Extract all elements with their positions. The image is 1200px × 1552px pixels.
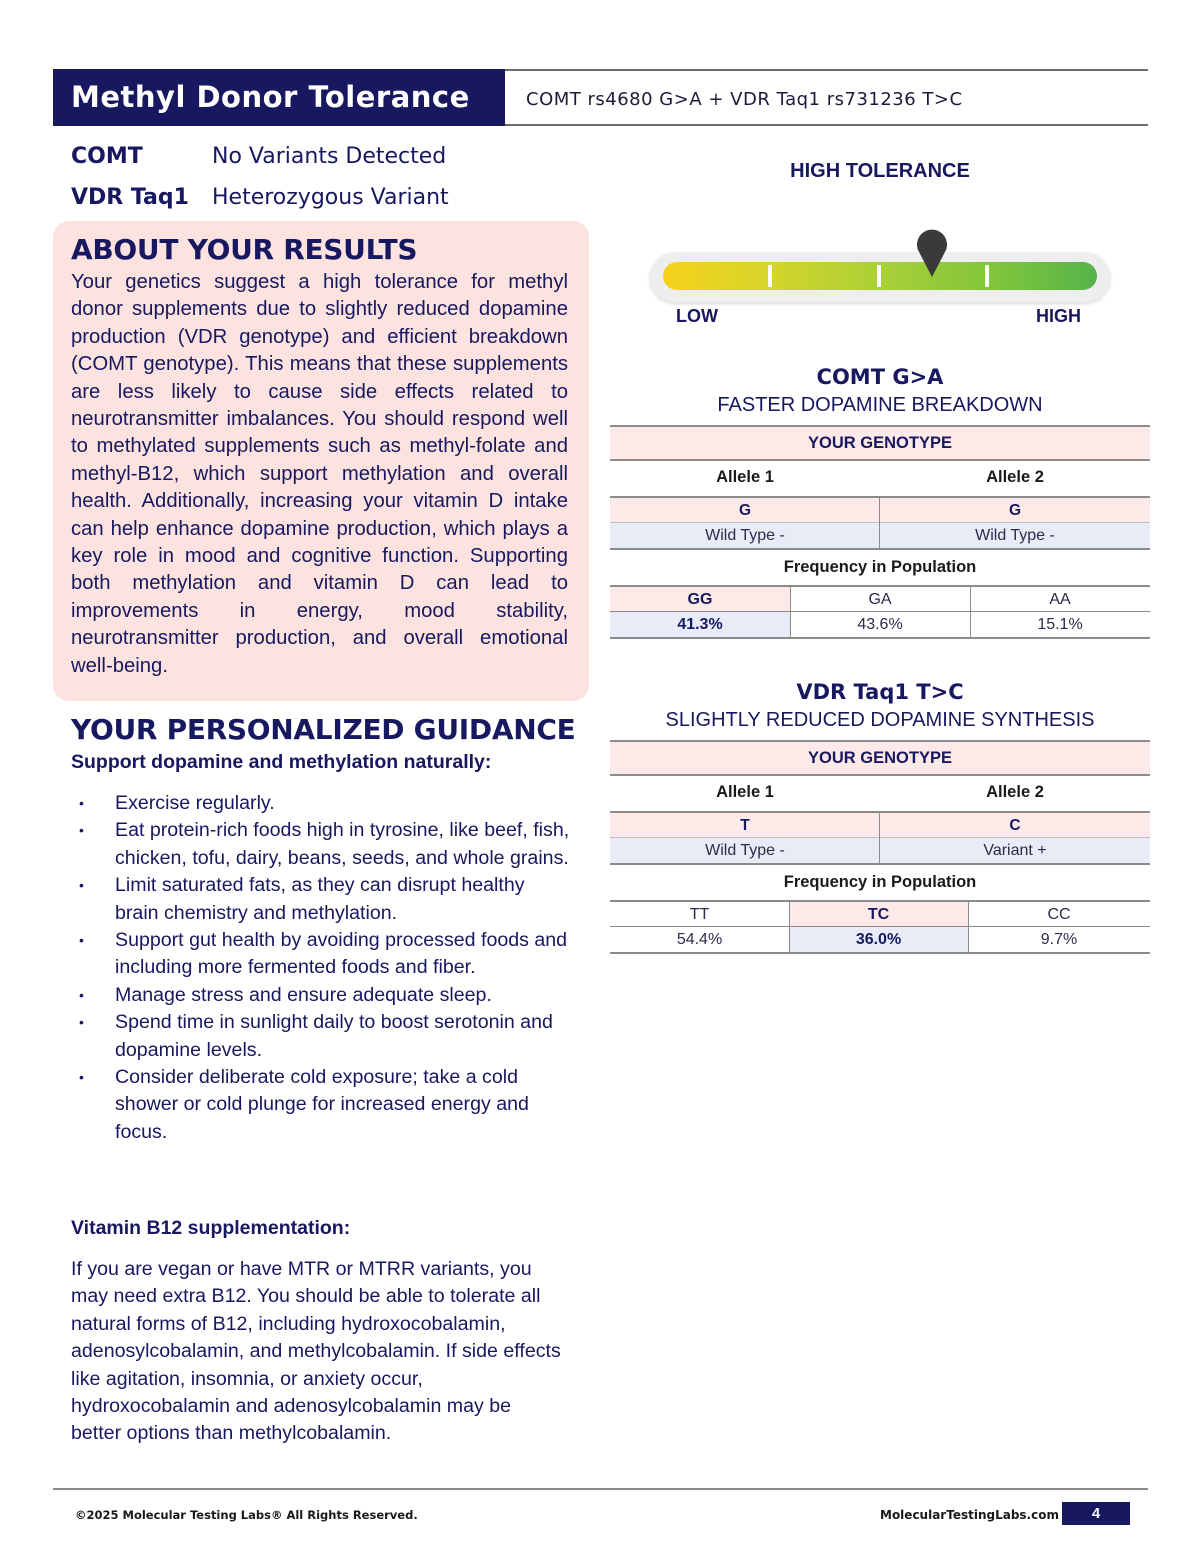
frequency-cell-cc bbox=[968, 902, 1150, 952]
allele-divider bbox=[879, 496, 880, 550]
list-item-text: Manage stress and ensure adequate sleep. bbox=[115, 983, 492, 1006]
list-item bbox=[71, 790, 571, 817]
list-item bbox=[71, 982, 571, 1009]
list-item-text: Consider deliberate cold exposure; take a cold shower or cold plunge for increased energy and focus. bbox=[115, 1066, 529, 1143]
about-title: ABOUT YOUR RESULTS bbox=[71, 233, 418, 266]
frequency-divider bbox=[970, 585, 971, 639]
genotype-frequency: 15.1% bbox=[1037, 616, 1083, 633]
panel-title: COMT G>A bbox=[816, 365, 944, 389]
gauge-low-label: LOW bbox=[676, 306, 718, 326]
gauge-tick bbox=[985, 265, 989, 287]
allele-row bbox=[610, 496, 1150, 550]
panel-title: VDR Taq1 T>C bbox=[796, 680, 964, 704]
allele2-header: Allele 2 bbox=[986, 783, 1044, 801]
genotype-frequency: 43.6% bbox=[857, 616, 903, 633]
frequency-cell-tc bbox=[789, 902, 968, 952]
genotype-frequency: 9.7% bbox=[1040, 931, 1078, 948]
list-item bbox=[71, 1064, 571, 1146]
list-item bbox=[71, 817, 571, 872]
list-item-text: Exercise regularly. bbox=[115, 792, 275, 814]
allele2-value: G bbox=[880, 498, 1150, 523]
frequency-divider bbox=[790, 585, 791, 639]
allele1-type: Wild Type - bbox=[610, 838, 880, 863]
gene-name: COMT bbox=[71, 144, 143, 169]
allele1-cell bbox=[610, 498, 880, 548]
allele1-cell bbox=[610, 813, 880, 863]
genotype-label: TT bbox=[610, 902, 789, 927]
frequency-divider bbox=[789, 900, 790, 954]
allele1-type: Wild Type - bbox=[610, 523, 880, 548]
gauge-high-label: HIGH bbox=[1036, 306, 1081, 326]
b12-text: If you are vegan or have MTR or MTRR variants, you may need extra B12. You should be able to tolerate all natural forms of B12, including hydroxocobalamin, adenosylcobalamin, and methylcobalamin. If side effects like agitation, insomnia, or anxiety occur, hydroxocobalamin and adenosylcobalamin may be better options than methylcobalamin. bbox=[71, 1258, 561, 1445]
genotype-label: GG bbox=[610, 587, 790, 612]
genotype-label: GA bbox=[790, 587, 970, 612]
frequency-cell-tt bbox=[610, 902, 789, 952]
comt-genotype-panel bbox=[610, 365, 1150, 641]
panel-subtitle: SLIGHTLY REDUCED DOPAMINE SYNTHESIS bbox=[665, 709, 1095, 731]
genotype-label: AA bbox=[970, 587, 1150, 612]
frequency-cell-gg bbox=[610, 587, 790, 637]
allele1-header: Allele 1 bbox=[716, 468, 774, 486]
bullet-icon: • bbox=[79, 986, 84, 1003]
about-results-box bbox=[53, 221, 589, 701]
gene-name: VDR Taq1 bbox=[71, 185, 189, 210]
page-subtitle: COMT rs4680 G>A + VDR Taq1 rs731236 T>C bbox=[526, 89, 963, 110]
bullet-icon: • bbox=[79, 877, 84, 894]
bullet-icon: • bbox=[79, 1069, 84, 1086]
frequency-header: Frequency in Population bbox=[783, 558, 977, 576]
gauge-marker-icon bbox=[913, 226, 951, 278]
list-item-text: Support gut health by avoiding processed foods and including more fermented foods and fiber. bbox=[115, 929, 568, 979]
tolerance-label: HIGH TOLERANCE bbox=[790, 160, 970, 182]
allele2-header: Allele 2 bbox=[986, 468, 1044, 486]
allele2-type: Wild Type - bbox=[880, 523, 1150, 548]
page-title: Methyl Donor Tolerance bbox=[53, 69, 505, 126]
your-genotype-header: YOUR GENOTYPE bbox=[610, 425, 1150, 461]
vdr-genotype-panel bbox=[610, 680, 1150, 956]
frequency-row bbox=[610, 900, 1150, 954]
guidance-list bbox=[71, 790, 571, 1146]
frequency-cell-ga bbox=[790, 587, 970, 637]
list-item-text: Eat protein-rich foods high in tyrosine, like beef, fish, chicken, tofu, dairy, beans, seeds, and whole grains. bbox=[115, 819, 570, 869]
list-item bbox=[71, 872, 571, 927]
gauge-tick bbox=[877, 265, 881, 287]
footer-divider bbox=[53, 1488, 1148, 1490]
allele2-value: C bbox=[880, 813, 1150, 838]
genotype-label: TC bbox=[789, 902, 968, 927]
allele1-header: Allele 1 bbox=[716, 783, 774, 801]
list-item bbox=[71, 1009, 571, 1064]
page-number: 4 bbox=[1062, 1502, 1130, 1525]
allele2-type: Variant + bbox=[880, 838, 1150, 863]
genotype-frequency: 36.0% bbox=[789, 927, 968, 952]
footer-copyright: ©2025 Molecular Testing Labs® All Rights Reserved. bbox=[75, 1508, 418, 1522]
panel-subtitle: FASTER DOPAMINE BREAKDOWN bbox=[717, 394, 1043, 416]
frequency-header: Frequency in Population bbox=[783, 873, 977, 891]
gauge-tick bbox=[768, 265, 772, 287]
b12-title: Vitamin B12 supplementation: bbox=[71, 1217, 351, 1239]
frequency-divider bbox=[968, 900, 969, 954]
footer-website-link[interactable]: MolecularTestingLabs.com bbox=[880, 1508, 1059, 1522]
your-genotype-header: YOUR GENOTYPE bbox=[610, 740, 1150, 776]
bullet-icon: • bbox=[79, 932, 84, 949]
about-text: Your genetics suggest a high tolerance for methyl donor supplements due to slightly reduced dopamine production (VDR genotype) and efficient breakdown (COMT genotype). This means that these supplements are less likely to cause side effects related to neurotransmitter imbalances. You should respond well to methylated supplements such as methyl-folate and methyl-B12, which support methylation and overall health. Additionally, increasing your vitamin D intake can help enhance dopamine production, which plays a key role in mood and cognitive function. Supporting both methylation and vitamin D can lead to improvements in energy, mood stability, neurotransmitter production, and overall emotional well-being. bbox=[71, 271, 568, 677]
frequency-cell-aa bbox=[970, 587, 1150, 637]
genotype-frequency: 41.3% bbox=[610, 612, 790, 637]
allele1-value: G bbox=[610, 498, 880, 523]
allele1-value: T bbox=[610, 813, 880, 838]
allele2-cell bbox=[880, 498, 1150, 548]
allele-row bbox=[610, 811, 1150, 865]
bullet-icon: • bbox=[79, 822, 84, 839]
list-item-text: Limit saturated fats, as they can disrupt healthy brain chemistry and methylation. bbox=[115, 874, 525, 924]
genotype-label: CC bbox=[968, 902, 1150, 927]
page-header bbox=[53, 69, 1148, 126]
guidance-subtitle: Support dopamine and methylation naturally: bbox=[71, 751, 492, 773]
genotype-frequency: 54.4% bbox=[676, 931, 723, 948]
guidance-title: YOUR PERSONALIZED GUIDANCE bbox=[71, 713, 576, 746]
frequency-row bbox=[610, 585, 1150, 639]
bullet-icon: • bbox=[79, 1014, 84, 1031]
bullet-icon: • bbox=[79, 795, 84, 811]
list-item-text: Spend time in sunlight daily to boost serotonin and dopamine levels. bbox=[115, 1011, 553, 1061]
allele-divider bbox=[879, 811, 880, 865]
list-item bbox=[71, 927, 571, 982]
gene-status: Heterozygous Variant bbox=[212, 185, 449, 210]
gene-status: No Variants Detected bbox=[212, 144, 447, 169]
allele2-cell bbox=[880, 813, 1150, 863]
